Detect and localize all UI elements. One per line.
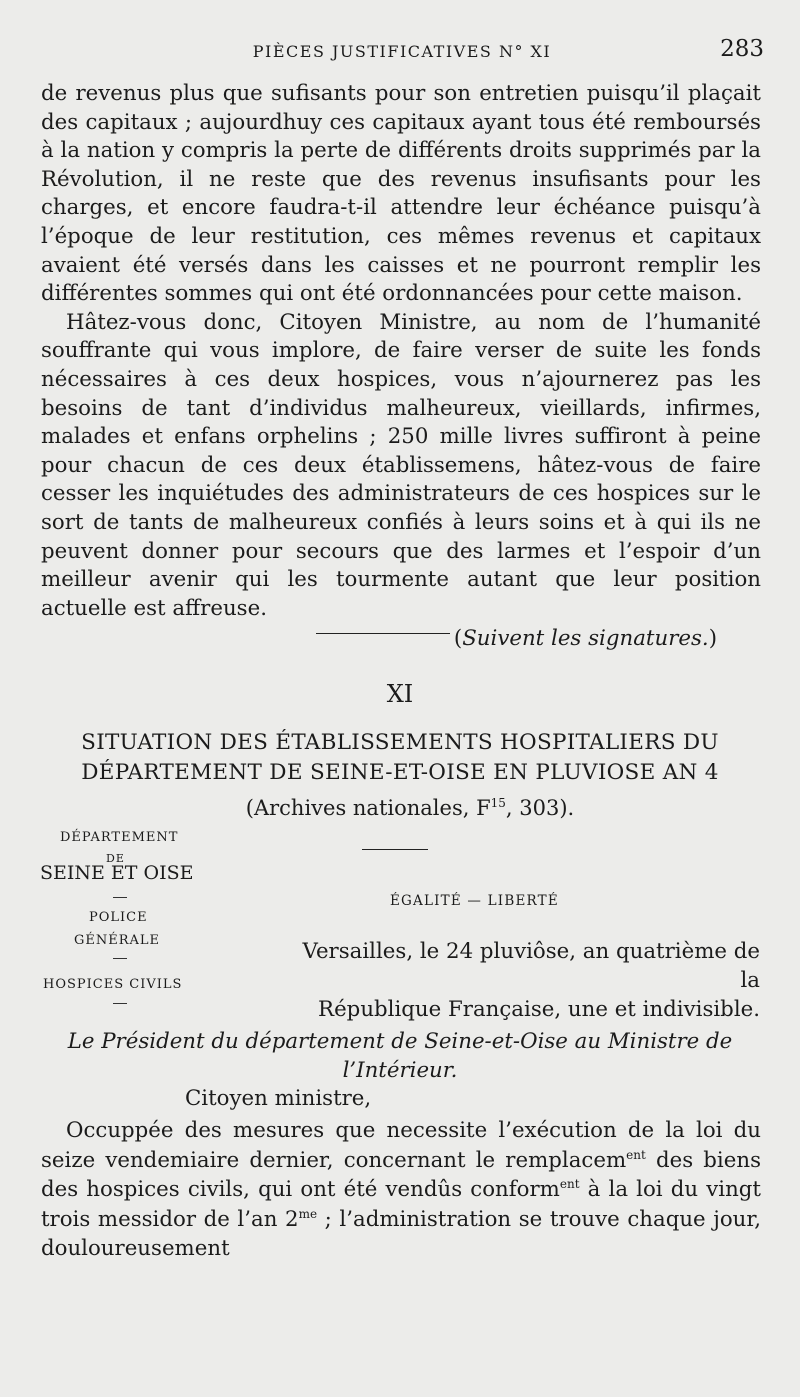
- letter-text-1: Occuppée des mesures que necessite l’exécution de la loi du seize vendemiaire dernier, concernant le remplacem: [41, 1118, 761, 1173]
- section-title-line-2: DÉPARTEMENT DE SEINE-ET-OISE EN PLUVIOSE AN 4: [81, 760, 719, 785]
- section-title-line-1: SITUATION DES ÉTABLISSEMENTS HOSPITALIERS DU: [81, 730, 719, 755]
- letter-text-4: ; l’administration se trouve chaque jour, douloureusement: [41, 1206, 762, 1261]
- abbrev-superscript: ent: [626, 1147, 646, 1162]
- source-superscript: 15: [490, 796, 506, 810]
- source-prefix: (Archives nationales, F: [245, 796, 491, 820]
- letter-greeting: Citoyen ministre,: [185, 1086, 372, 1111]
- source-suffix: , 303).: [505, 796, 575, 820]
- sidebar-de: DE: [106, 852, 125, 865]
- sidebar-police: POLICE: [89, 910, 148, 925]
- letter-heading-line-2: l’Intérieur.: [342, 1058, 458, 1083]
- sidebar-dash: [113, 958, 127, 959]
- sidebar-dash: [113, 897, 127, 898]
- letter-heading: [40, 1027, 760, 1085]
- letter-heading-line-1: Le Président du département de Seine-et-Oise au Ministre de: [67, 1029, 733, 1054]
- running-head: [40, 34, 764, 66]
- paragraph-continued: de revenus plus que sufisants pour son entretien puisqu’il plaçait des capitaux ; aujourdhuy ces capitaux ayant tous été remboursés à la nation y compris la perte de différents droits supprimés par la Révolution, il ne reste que des revenus insufisants pour les charges, et encore faudra-t-il attendre leur échéance puisqu’à l’époque de leur restitution, ces mêmes revenus et capitaux avaient été versés dans les caisses et ne pourront remplir les différentes sommes qui ont été ordonnancées pour cette maison.: [41, 81, 761, 307]
- abbrev-superscript: ent: [559, 1176, 580, 1191]
- source-divider: [362, 849, 428, 850]
- sidebar-generale: GÉNÉRALE: [74, 933, 161, 948]
- dateline: [300, 937, 760, 1024]
- motto: ÉGALITÉ — LIBERTÉ: [390, 893, 559, 909]
- letter-text-3: à la loi du vingt trois messidor de l’an 2: [41, 1177, 761, 1232]
- sidebar-seine-et-oise: SEINE ET OISE: [40, 862, 194, 884]
- sidebar-departement: DÉPARTEMENT: [60, 830, 179, 845]
- dateline-line-2: République Française, une et indivisible.: [318, 997, 760, 1022]
- signatures-text: Suivent les signatures.: [462, 626, 709, 652]
- sidebar-hospices-civils: HOSPICES CIVILS: [43, 977, 183, 992]
- sidebar-dash: [113, 1003, 127, 1004]
- page-number: 283: [720, 36, 764, 62]
- paragraph-plea: Hâtez-vous donc, Citoyen Ministre, au nom de l’humanité souffrante qui vous implore, de faire verser de suite les fonds nécessaires à ces deux hospices, vous n’ajournerez pas les besoins de tant d’individus malheureux, vieillards, infirmes, malades et enfans orphelins ; 250 mille livres suffiront à peine pour chacun de ces deux établissemens, hâtez-vous de faire cesser les inquiétudes des administrateurs de ces hospices sur le sort de tants de malheureux confiés à leurs soins et à qui ils ne peuvent donner pour secours que des larmes et l’espoir d’un meilleur avenir qui les tourmente autant que leur position actuelle est affreuse.: [41, 309, 761, 621]
- section-number: XI: [386, 680, 414, 708]
- signatures-note: (Suivent les signatures.): [453, 626, 717, 652]
- abbrev-superscript: me: [298, 1206, 318, 1221]
- running-title: PIÈCES JUSTIFICATIVES N° XI: [252, 42, 552, 61]
- body-text: [41, 80, 761, 654]
- section-divider: [316, 633, 450, 634]
- dateline-line-1: Versailles, le 24 pluviôse, an quatrième de la: [302, 939, 760, 993]
- section-title: [40, 728, 760, 788]
- letter-text-2: des biens des hospices civils, qui ont été vendûs conform: [41, 1147, 761, 1202]
- letter-body: [41, 1116, 761, 1264]
- archive-source: [220, 796, 600, 820]
